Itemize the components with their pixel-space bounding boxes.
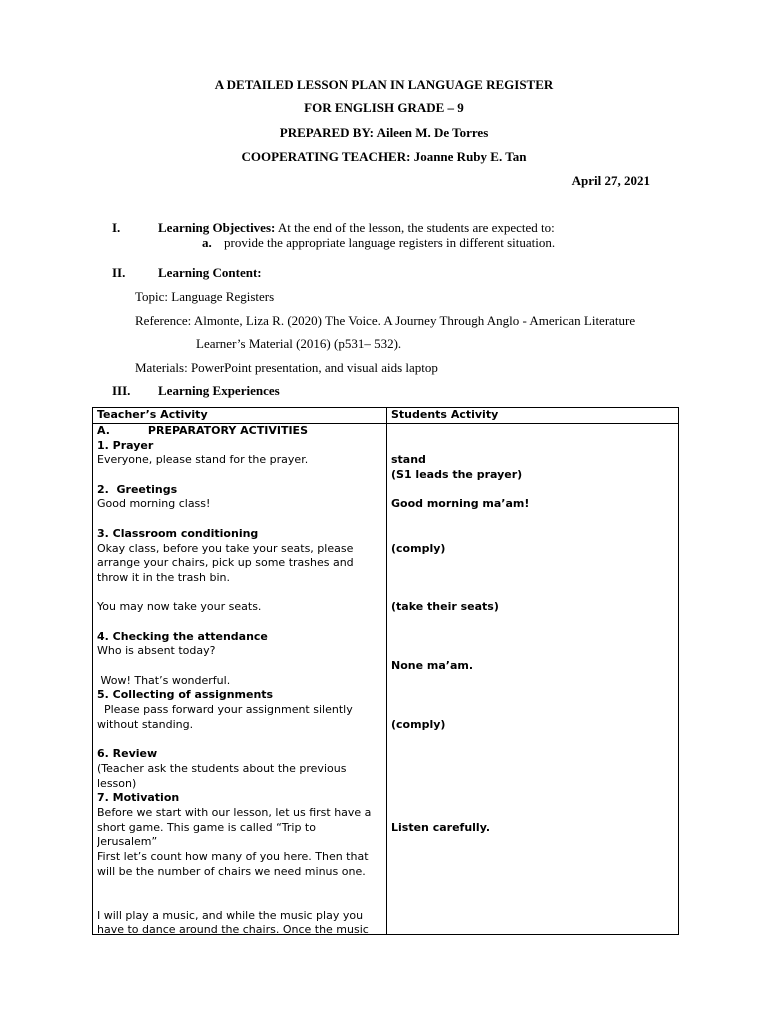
students-activity-cell xyxy=(387,424,679,935)
lesson-date: April 27, 2021 xyxy=(571,173,650,188)
objective-item-text: provide the appropriate language registers in different situation. xyxy=(224,235,556,250)
section-objectives-title: Learning Objectives: xyxy=(158,220,276,235)
content-materials: Materials: PowerPoint presentation, and visual aids laptop xyxy=(135,360,438,375)
section-content-title: Learning Content: xyxy=(158,265,262,280)
attendance-heading: 4. Checking the attendance xyxy=(97,629,268,643)
wonderful-text: Wow! That’s wonderful. xyxy=(97,673,231,687)
section-objectives-number: I. xyxy=(112,220,121,235)
section-content-number: II. xyxy=(112,265,126,280)
section-experiences-title: Learning Experiences xyxy=(158,383,280,398)
cooperating-teacher-line xyxy=(0,149,768,165)
content-reference-cont: Learner’s Material (2016) (p531– 532). xyxy=(196,336,402,351)
student-comply-2: (comply) xyxy=(391,717,446,731)
prepared-by-name: Aileen M. De Torres xyxy=(376,125,489,140)
assignments-text-1: Please pass forward your assignment silently xyxy=(97,703,353,717)
assignments-heading: 5. Collecting of assignments xyxy=(97,688,274,702)
review-text-2: lesson) xyxy=(97,776,137,790)
greetings-heading: 2. Greetings xyxy=(97,482,178,496)
teacher-activity-header: Teacher’s Activity xyxy=(93,408,387,424)
motivation-text-2: short game. This game is called “Trip to xyxy=(97,820,316,834)
review-heading: 6. Review xyxy=(97,747,158,761)
section-experiences-number: III. xyxy=(112,383,131,398)
review-text-1: (Teacher ask the students about the previous xyxy=(97,761,347,775)
prepared-by-label: PREPARED BY: xyxy=(279,125,375,140)
prayer-heading: 1. Prayer xyxy=(97,438,154,452)
content-topic: Topic: Language Registers xyxy=(135,289,275,304)
motivation-text-4: First let’s count how many of you here. Then that xyxy=(97,849,369,863)
student-none: None ma’am. xyxy=(391,659,474,672)
assignments-text-2: without standing. xyxy=(97,717,194,731)
student-greeting: Good morning ma’am! xyxy=(391,497,530,511)
motivation-text-3: Jerusalem” xyxy=(97,835,158,849)
prayer-text: Everyone, please stand for the prayer. xyxy=(97,453,309,467)
document-title: A DETAILED LESSON PLAN IN LANGUAGE REGISTER xyxy=(214,77,554,92)
conditioning-text-1: Okay class, before you take your seats, please xyxy=(97,541,354,555)
seats-text: You may now take your seats. xyxy=(97,600,262,614)
section-content xyxy=(158,265,262,281)
conditioning-text-2: arrange your chairs, pick up some trashes and xyxy=(97,556,354,570)
attendance-text: Who is absent today? xyxy=(97,644,216,658)
teacher-activity-cell xyxy=(93,424,387,935)
conditioning-heading: 3. Classroom conditioning xyxy=(97,526,259,540)
student-leads-prayer: (S1 leads the prayer) xyxy=(391,468,523,482)
greetings-text: Good morning class! xyxy=(97,497,211,511)
student-stand: stand xyxy=(391,453,426,467)
motivation-text-5: will be the number of chairs we need minus one. xyxy=(97,864,366,878)
section-experiences xyxy=(158,383,280,399)
section-objectives xyxy=(158,220,555,236)
section-objectives-text: At the end of the lesson, the students are expected to: xyxy=(275,220,555,235)
motivation-heading: 7. Motivation xyxy=(97,791,180,805)
cooperating-teacher-name: Joanne Ruby E. Tan xyxy=(413,149,527,164)
grade-line: FOR ENGLISH GRADE – 9 xyxy=(304,100,464,115)
music-text-1: I will play a music, and while the music play you xyxy=(97,908,364,922)
activities-table xyxy=(92,407,679,935)
table-row xyxy=(93,424,679,935)
student-comply-1: (comply) xyxy=(391,541,446,555)
prepared-by-line xyxy=(0,125,768,141)
conditioning-text-3: throw it in the trash bin. xyxy=(97,570,231,584)
student-listen: Listen carefully. xyxy=(391,820,491,834)
student-take-seats: (take their seats) xyxy=(391,600,499,614)
students-activity-header: Students Activity xyxy=(387,408,679,424)
table-header-row xyxy=(93,408,679,424)
motivation-text-1: Before we start with our lesson, let us first have a xyxy=(97,805,372,819)
part-a-heading: A. PREPARATORY ACTIVITIES xyxy=(97,424,308,437)
objective-item-letter: a. xyxy=(202,235,212,250)
cooperating-teacher-label: COOPERATING TEACHER: xyxy=(241,149,411,164)
content-reference: Reference: Almonte, Liza R. (2020) The Voice. A Journey Through Anglo - American Literature xyxy=(135,313,636,328)
music-text-2: have to dance around the chairs. Once the music xyxy=(97,923,369,934)
